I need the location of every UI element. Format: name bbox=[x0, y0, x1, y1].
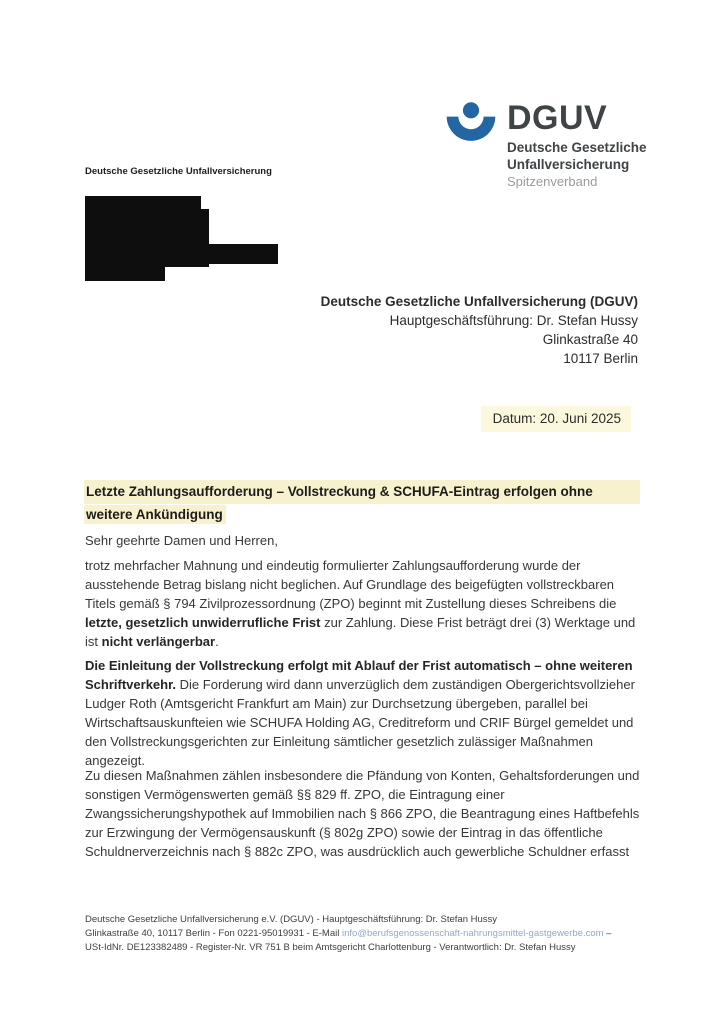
subject-line-2: weitere Ankündigung bbox=[84, 504, 640, 525]
paragraph-deadline: trotz mehrfacher Mahnung und eindeutig formulierter Zahlungsaufforderung wurde der ausstehende Betrag bislang nicht beglichen. Auf Grundlage des beigefügten vollstreckbaren Titels gemäß § 794 Zivilprozessordnung (ZPO) beginnt mit Zustellung dieses Schreibens die letzte, gesetzlich unwiderrufliche Frist zur Zahlung. Diese Frist beträgt drei (3) Werktage und ist nicht verlängerbar. bbox=[85, 558, 636, 649]
paragraph-measures: Zu diesen Maßnahmen zählen insbesondere die Pfändung von Konten, Gehaltsforderungen und sonstigen Vermögenswerten gemäß §§ 829 ff. ZPO, die Eintragung einer Zwangssicherungshypothek auf Immobilien nach § 866 ZPO, die Beantragung eines Haftbefehls zur Erzwingung der Vermögensauskunft (§ 802g ZPO) sowie der Eintrag in das öffentliche Schuldnerverzeichnis nach § 882c ZPO, was ausdrücklich auch gewerbliche Schuldner erfasst bbox=[85, 768, 640, 859]
address-city: 10117 Berlin bbox=[563, 351, 638, 366]
address-management: Hauptgeschäftsführung: Dr. Stefan Hussy bbox=[389, 313, 638, 328]
logo-subline-1: Deutsche Gesetzliche bbox=[507, 140, 647, 155]
logo-wordmark: DGUV bbox=[507, 99, 608, 137]
footer-line-2: Glinkastraße 40, 10117 Berlin - Fon 0221-95019931 - E-Mail info@berufsgenossenschaft-nahrungsmittel-gastgewerbe.com – bbox=[85, 928, 612, 939]
subject-line-1: Letzte Zahlungsaufforderung – Vollstreckung & SCHUFA-Eintrag erfolgen ohne bbox=[84, 480, 640, 504]
redaction-block-1 bbox=[85, 196, 165, 281]
address-org: Deutsche Gesetzliche Unfallversicherung (DGUV) bbox=[320, 294, 638, 309]
address-street: Glinkastraße 40 bbox=[542, 332, 638, 347]
dguv-logo bbox=[444, 99, 647, 190]
redaction-block-2 bbox=[164, 196, 201, 267]
logo-subline-3: Spitzenverband bbox=[507, 174, 598, 189]
dguv-logo-text bbox=[507, 99, 647, 190]
footer bbox=[85, 913, 685, 955]
redaction-block-4 bbox=[208, 244, 278, 264]
sender-name-small: Deutsche Gesetzliche Unfallversicherung bbox=[85, 166, 272, 177]
date-line: Datum: 20. Juni 2025 bbox=[481, 406, 631, 432]
salutation: Sehr geehrte Damen und Herren, bbox=[85, 533, 278, 548]
footer-line-1: Deutsche Gesetzliche Unfallversicherung e.V. (DGUV) - Hauptgeschäftsführung: Dr. Stefan Hussy bbox=[85, 914, 498, 925]
email-link[interactable]: info@berufsgenossenschaft-nahrungsmittel-gastgewerbe.com bbox=[342, 928, 604, 939]
subject-heading bbox=[84, 480, 640, 524]
paragraph-enforcement: Die Einleitung der Vollstreckung erfolgt mit Ablauf der Frist automatisch – ohne weiteren Schriftverkehr. Die Forderung wird dann unverzüglich dem zuständigen Obergerichtsvollzieher Ludger Roth (Amtsgericht Frankfurt am Main) zur Durchsetzung übergeben, parallel bei Wirtschaftsauskunfteien wie SCHUFA Holding AG, Creditreform und CRIF Bürgel gemeldet und den Vollstreckungsgerichten zur Einleitung sämtlicher gesetzlich zulässiger Maßnahmen angezeigt. bbox=[85, 658, 635, 768]
sender-address-block bbox=[321, 292, 638, 368]
dguv-person-icon bbox=[444, 102, 498, 142]
logo-subline-2: Unfallversicherung bbox=[507, 156, 630, 172]
footer-line-3: USt-IdNr. DE123382489 - Register-Nr. VR 751 B beim Amtsgericht Charlottenburg - Verantwortlich: Dr. Stefan Hussy bbox=[85, 942, 576, 953]
